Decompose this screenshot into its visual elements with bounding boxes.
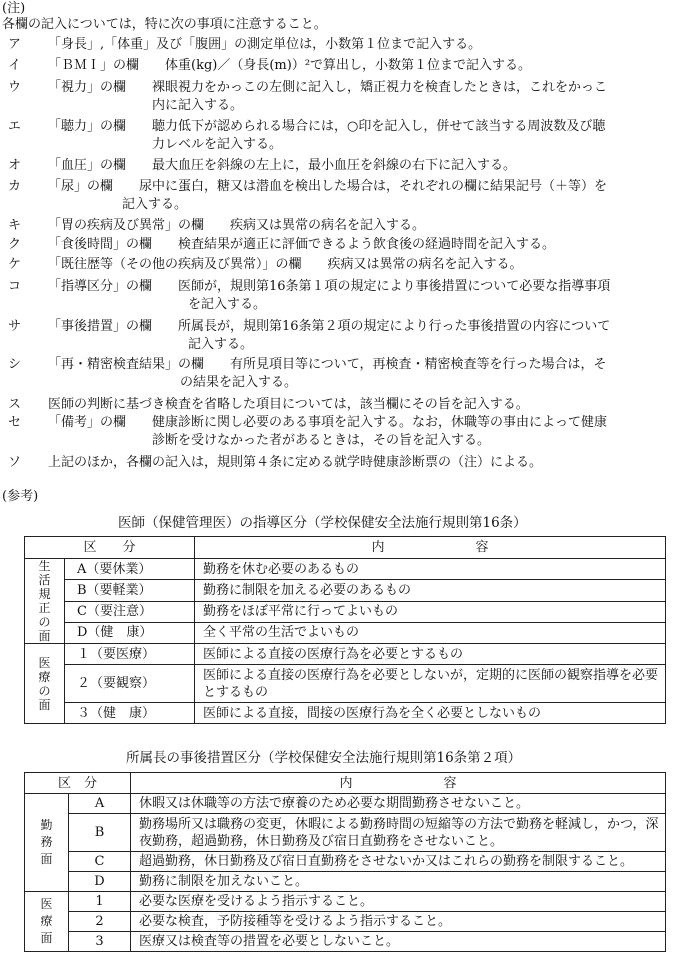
guidance-table: [24, 536, 666, 724]
reference-heading: (参考): [2, 489, 39, 504]
note-item-continuation: 記入する。: [188, 337, 254, 352]
note-item-mark: ク: [8, 237, 22, 252]
note-item-text: 「ＢＭＩ」の欄 体重(kg)／（身長(m)）²で算出し，小数第１位まで記入する。: [48, 58, 532, 73]
table2-caption: 所属長の事後措置区分（学校保健安全法施行規則第16条第２項）: [126, 750, 522, 766]
table-cell: １（要医療）: [65, 644, 195, 665]
note-item-text: 「食後時間」の欄 検査結果が適正に評価できるよう飲食後の経過時間を記入する。: [48, 237, 556, 252]
table2-group-medical: 医療面: [25, 892, 69, 952]
table2-header-kubun: 区 分: [25, 773, 131, 794]
table-cell: 必要な医療を受けるよう指示すること。: [131, 892, 666, 912]
table-cell: 勤務場所又は職務の変更，休暇による勤務時間の短縮等の方法で勤務を軽減し，かつ，深夜勤務，超過勤務，休日勤務及び宿日直勤務をさせないこと。: [131, 814, 666, 852]
table2-group-work: 勤務面: [25, 794, 69, 892]
note-item-continuation: の結果を記入する。: [180, 375, 298, 390]
table-cell: ３（健 康）: [65, 703, 195, 724]
note-item-mark: キ: [8, 218, 22, 233]
note-item-text: 「身長」,「体重」及び「腹囲」の測定単位は，小数第１位まで記入する。: [48, 37, 482, 52]
table-cell: A（要休業）: [65, 559, 195, 580]
notes-heading: (注): [2, 1, 26, 16]
table-cell: D（健 康）: [65, 622, 195, 643]
table2-header-naiyo: 内 容: [131, 773, 666, 794]
table-cell: 医師による直接の医療行為を必要としないが，定期的に医師の観察指導を必要とするもの: [195, 665, 666, 703]
note-item-text: 「血圧」の欄 最大血圧を斜線の左上に，最小血圧を斜線の右下に記入する。: [48, 158, 517, 173]
note-item-mark: エ: [8, 119, 22, 134]
table-cell: 全く平常の生活でよいもの: [195, 622, 666, 643]
note-item-mark: セ: [8, 415, 22, 430]
table-cell: 医療又は検査等の措置を必要としないこと。: [131, 932, 666, 952]
table-cell: 勤務を休む必要のあるもの: [195, 559, 666, 580]
note-item-mark: シ: [8, 357, 22, 372]
note-item-text: 「事後措置」の欄 所属長が，規則第16条第２項の規定により行った事後措置の内容について: [48, 319, 611, 334]
note-item-mark: サ: [8, 319, 22, 334]
table-cell: D: [69, 872, 131, 892]
note-item-text: 「既往歴等（その他の疾病及び異常）」の欄 疾病又は異常の病名を記入する。: [48, 257, 523, 272]
measures-table: [24, 772, 666, 952]
note-item-text: 「聴力」の欄 聴力低下が認められる場合には，○印を記入し，併せて該当する周波数及び聴: [48, 119, 606, 134]
note-item-mark: カ: [8, 179, 22, 194]
note-item-mark: ケ: [8, 257, 22, 272]
note-item-text: 「胃の疾病及び異常」の欄 疾病又は異常の病名を記入する。: [48, 218, 426, 233]
note-item-text: 「再・精密検査結果」の欄 有所見項目等について，再検査・精密検査等を行った場合は，そ: [48, 357, 607, 372]
note-item-mark: コ: [8, 279, 22, 294]
table-cell: 超過勤務，休日勤務及び宿日直勤務をさせないか又はこれらの勤務を制限すること。: [131, 852, 666, 872]
table1-header-naiyo: 内 容: [195, 537, 666, 559]
table-cell: ２（要観察）: [65, 665, 195, 703]
note-item-continuation: 内に記入する。: [152, 98, 244, 113]
note-item-text: 「備考」の欄 健康診断に関し必要のある事項を記入する。なお，休職等の事由によって健康: [48, 415, 608, 430]
note-item-text: 上記のほか，各欄の記入は，規則第４条に定める就学時健康診断票の（注）による。: [48, 455, 543, 470]
note-item-text: 「指導区分」の欄 医師が，規則第16条第１項の規定により事後措置について必要な指導事項: [48, 279, 611, 294]
notes-intro: 各欄の記入については，特に次の事項に注意すること。: [2, 17, 327, 32]
table-cell: C（要注意）: [65, 601, 195, 622]
note-item-text: 「尿」の欄 尿中に蛋白，糖又は潜血を検出した場合は，それぞれの欄に結果記号（＋等）を: [48, 179, 608, 194]
note-item-mark: オ: [8, 158, 22, 173]
table-cell: 医師による直接の医療行為を必要とするもの: [195, 644, 666, 665]
note-item-mark: ス: [8, 397, 22, 412]
table1-caption: 医師（保健管理医）の指導区分（学校保健安全法施行規則第16条）: [118, 515, 527, 531]
table-cell: 必要な検査，予防接種等を受けるよう指示すること。: [131, 912, 666, 932]
note-item-mark: ソ: [8, 455, 22, 470]
note-item-continuation: 力レベルを記入する。: [152, 137, 283, 152]
table-cell: 3: [69, 932, 131, 952]
table-cell: 勤務に制限を加えないこと。: [131, 872, 666, 892]
note-item-mark: ア: [8, 37, 22, 52]
table-cell: 1: [69, 892, 131, 912]
note-item-continuation: 記入する。: [122, 197, 188, 212]
note-item-continuation: を記入する。: [188, 297, 267, 312]
table-cell: 勤務をほぼ平常に行ってよいもの: [195, 601, 666, 622]
table-cell: 2: [69, 912, 131, 932]
table-cell: B（要軽業）: [65, 580, 195, 601]
note-item-text: 「視力」の欄 裸眼視力をかっこの左側に記入し，矯正視力を検査したときは，これをかっこ: [48, 80, 608, 95]
table-cell: 医師による直接，間接の医療行為を全く必要としないもの: [195, 703, 666, 724]
table1-group-medical: 医療の面: [25, 644, 65, 724]
table-cell: 休暇又は休職等の方法で療養のため必要な期間勤務させないこと。: [131, 794, 666, 814]
note-item-mark: イ: [8, 58, 22, 73]
table1-header-kubun: 区 分: [25, 537, 195, 559]
table-cell: B: [69, 814, 131, 852]
table-cell: A: [69, 794, 131, 814]
note-item-continuation: 診断を受けなかった者があるときは，その旨を記入する。: [152, 433, 491, 448]
note-item-mark: ウ: [8, 80, 22, 95]
table-cell: C: [69, 852, 131, 872]
note-item-text: 医師の判断に基づき検査を省略した項目については，該当欄にその旨を記入する。: [48, 397, 529, 412]
table-cell: 勤務に制限を加える必要のあるもの: [195, 580, 666, 601]
table1-group-life: 生活規正の面: [25, 559, 65, 644]
